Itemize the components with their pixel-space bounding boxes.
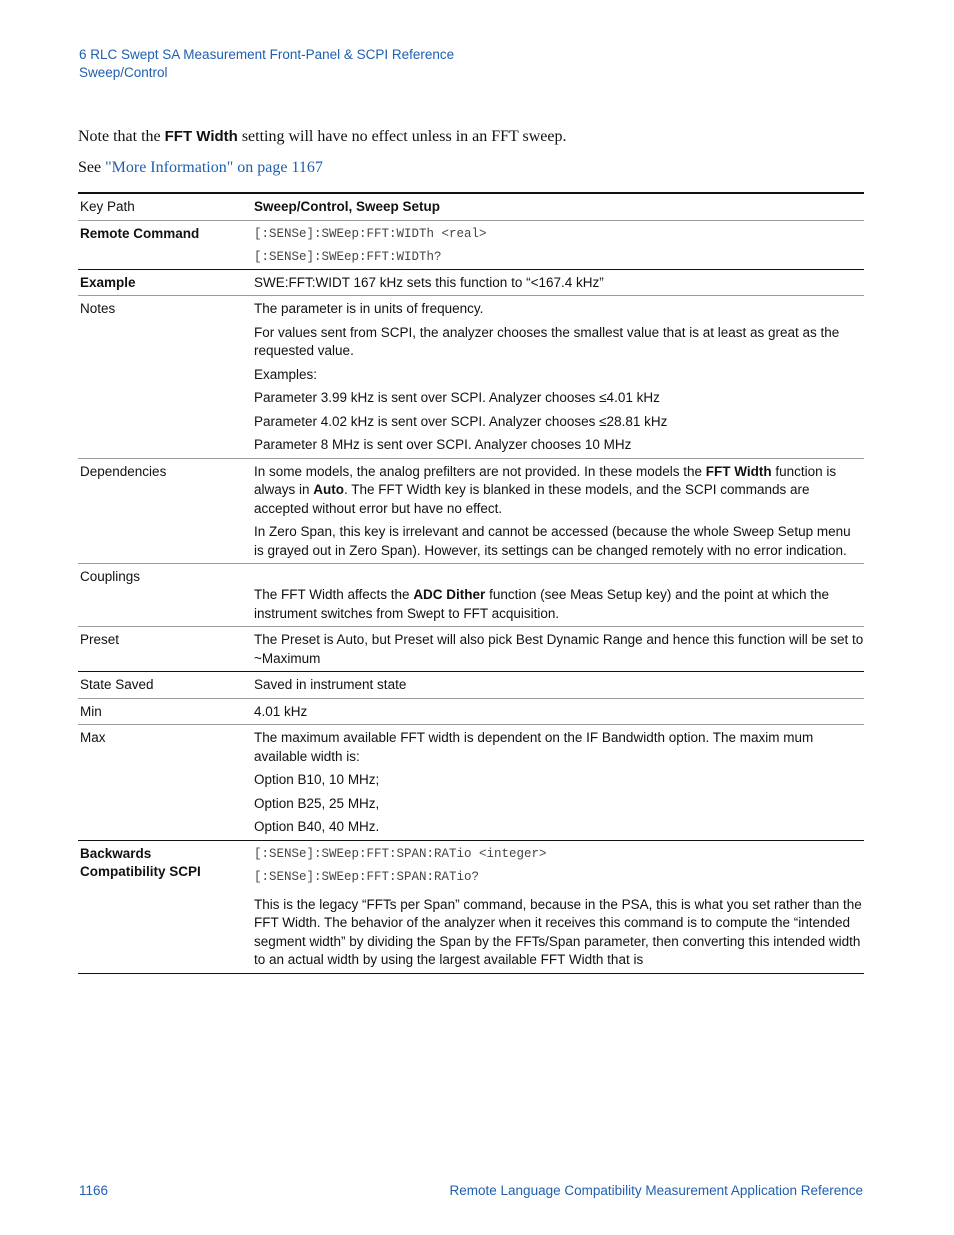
key-path-row bbox=[78, 194, 864, 220]
state-saved-value: Saved in instrument state bbox=[254, 677, 407, 692]
backwards-compat-row bbox=[78, 840, 864, 973]
max-line: Option B25, 25 MHz, bbox=[254, 795, 380, 811]
backwards-command-query: [:SENSe]:SWEep:FFT:SPAN:RATio? bbox=[254, 869, 480, 884]
more-information-link[interactable]: "More Information" on page 1167 bbox=[105, 159, 323, 176]
backwards-label: Backwards bbox=[80, 845, 152, 861]
remote-command-query: [:SENSe]:SWEep:FFT:WIDTh? bbox=[254, 249, 442, 264]
notes-line: Examples: bbox=[254, 366, 318, 382]
couplings-row bbox=[78, 563, 864, 626]
max-line: Option B10, 10 MHz; bbox=[254, 772, 380, 787]
notes-line: Parameter 4.02 kHz is sent over SCPI. Analyzer chooses ≤28.81 kHz bbox=[254, 413, 668, 429]
min-value: 4.01 kHz bbox=[254, 703, 308, 719]
fft-width-table bbox=[78, 192, 864, 974]
notes-line: For values sent from SCPI, the analyzer chooses the smallest value that is at least as great as the requested value. bbox=[254, 324, 840, 358]
notes-line: Parameter 8 MHz is sent over SCPI. Analyzer chooses 10 MHz bbox=[254, 437, 632, 452]
min-label: Min bbox=[80, 703, 102, 719]
notes-row bbox=[78, 295, 864, 458]
notes-line: Parameter 3.99 kHz is sent over SCPI. Analyzer chooses ≤4.01 kHz bbox=[254, 390, 660, 405]
preset-label: Preset bbox=[80, 632, 120, 647]
max-label: Max bbox=[80, 730, 106, 745]
state-saved-label: State Saved bbox=[80, 677, 154, 692]
see-more-info: See "More Information" on page 1167 bbox=[78, 159, 323, 176]
backwards-description: This is the legacy “FFTs per Span” command, because in the PSA, this is what you set rather than the FFT Width. The behavior of the analyzer when it receives this command is to compute the “intended segment width” by dividing the Span by the FFTs/Span parameter, then converting this intended width to an actual width by using the largest available FFT Width that is bbox=[254, 896, 862, 967]
preset-value: The Preset is Auto, but Preset will also pick Best Dynamic Range and hence this function will be set to ~Maximum bbox=[254, 632, 864, 666]
dependencies-label: Dependencies bbox=[80, 463, 167, 479]
max-line: The maximum available FFT width is dependent on the IF Bandwidth option. The maxim mum available width is: bbox=[254, 730, 814, 764]
max-line: Option B40, 40 MHz. bbox=[254, 819, 380, 834]
example-label: Example bbox=[80, 274, 136, 290]
preset-row bbox=[78, 626, 864, 671]
max-row bbox=[78, 724, 864, 840]
min-row bbox=[78, 698, 864, 725]
remote-command-label: Remote Command bbox=[80, 225, 200, 241]
compat-scpi-label: Compatibility SCPI bbox=[80, 863, 201, 879]
key-path-label: Key Path bbox=[80, 199, 135, 214]
page-number: 1166 bbox=[79, 1183, 109, 1198]
notes-label: Notes bbox=[80, 301, 116, 316]
example-value: SWE:FFT:WIDT 167 kHz sets this function to “<167.4 kHz” bbox=[254, 274, 604, 290]
dependencies-paragraph: In Zero Span, this key is irrelevant and cannot be accessed (because the whole Sweep Setup menu is grayed out in Zero Span). However, its settings can be changed remotely with no error indication. bbox=[254, 524, 851, 558]
dependencies-row bbox=[78, 458, 864, 564]
key-path-value: Sweep/Control, Sweep Setup bbox=[254, 199, 441, 214]
running-header-chapter: 6 RLC Swept SA Measurement Front-Panel & SCPI Reference bbox=[79, 47, 455, 62]
footer-title: Remote Language Compatibility Measurement Application Reference bbox=[449, 1183, 863, 1198]
remote-command-set: [:SENSe]:SWEep:FFT:WIDTh <real> bbox=[254, 226, 487, 241]
backwards-command-set: [:SENSe]:SWEep:FFT:SPAN:RATio <integer> bbox=[254, 846, 547, 861]
couplings-text: The FFT Width affects the ADC Dither function (see Meas Setup key) and the point at which the instrument switches from Swept to FFT acquisition. bbox=[254, 587, 830, 621]
example-row bbox=[78, 269, 864, 296]
remote-command-row bbox=[78, 220, 864, 269]
notes-line: The parameter is in units of frequency. bbox=[254, 301, 484, 316]
state-saved-row bbox=[78, 671, 864, 698]
couplings-label: Couplings bbox=[80, 569, 141, 584]
fft-width-note: Note that the FFT Width setting will have no effect unless in an FFT sweep. bbox=[78, 128, 567, 145]
running-header-section: Sweep/Control bbox=[79, 65, 168, 80]
dependencies-paragraph: In some models, the analog prefilters are not provided. In these models the FFT Width function is always in Auto. The FFT Width key is blanked in these models, and the SCPI commands are accepted without error but have no effect. bbox=[254, 463, 837, 516]
